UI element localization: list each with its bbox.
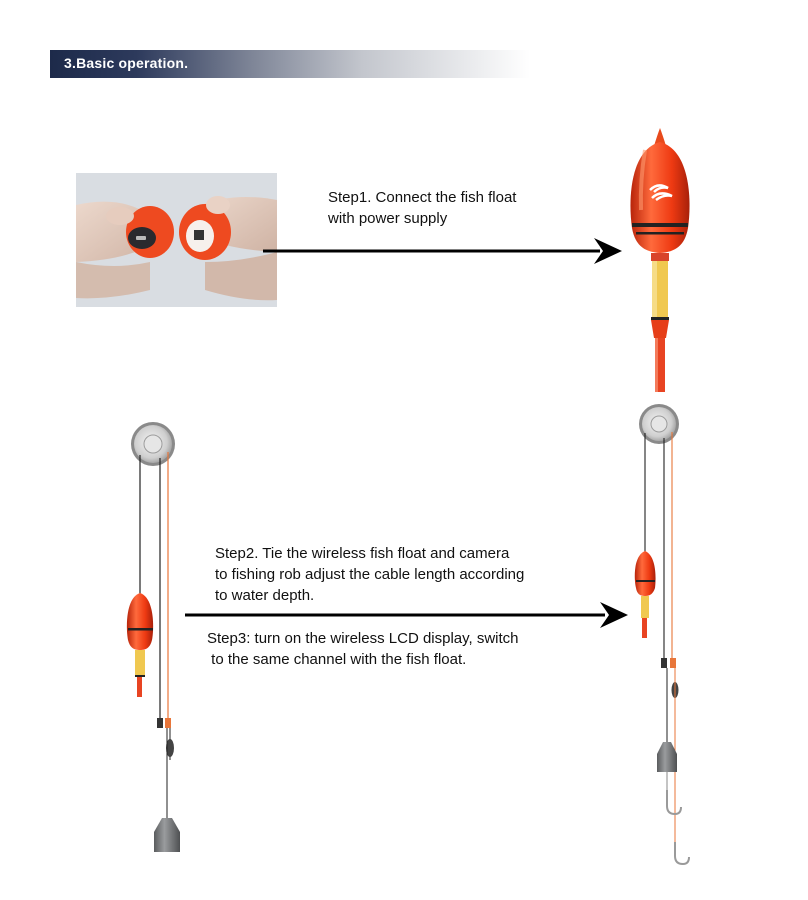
step3-line-1: Step3: turn on the wireless LCD display, switch — [207, 630, 519, 647]
step3-instruction — [207, 628, 519, 670]
step1-line-1: Step1. Connect the fish float — [328, 189, 517, 206]
arrow-step1 — [263, 238, 622, 264]
step2-line-2: to fishing rob adjust the cable length according — [215, 566, 525, 583]
step1-instruction — [328, 187, 516, 229]
step1-line-2: with power supply — [328, 210, 448, 227]
step2-line-1: Step2. Tie the wireless fish float and camera — [215, 545, 510, 562]
photo-hands-connecting-float — [76, 173, 277, 307]
step2-instruction — [215, 543, 524, 606]
step3-line-2: to the same channel with the fish float. — [207, 651, 467, 668]
fishing-rig-right — [635, 404, 689, 864]
step2-line-3: to water depth. — [215, 587, 315, 604]
section-title: 3.Basic operation. — [64, 55, 189, 71]
fishing-rig-left — [127, 422, 180, 852]
wireless-fish-float-large — [630, 128, 689, 392]
